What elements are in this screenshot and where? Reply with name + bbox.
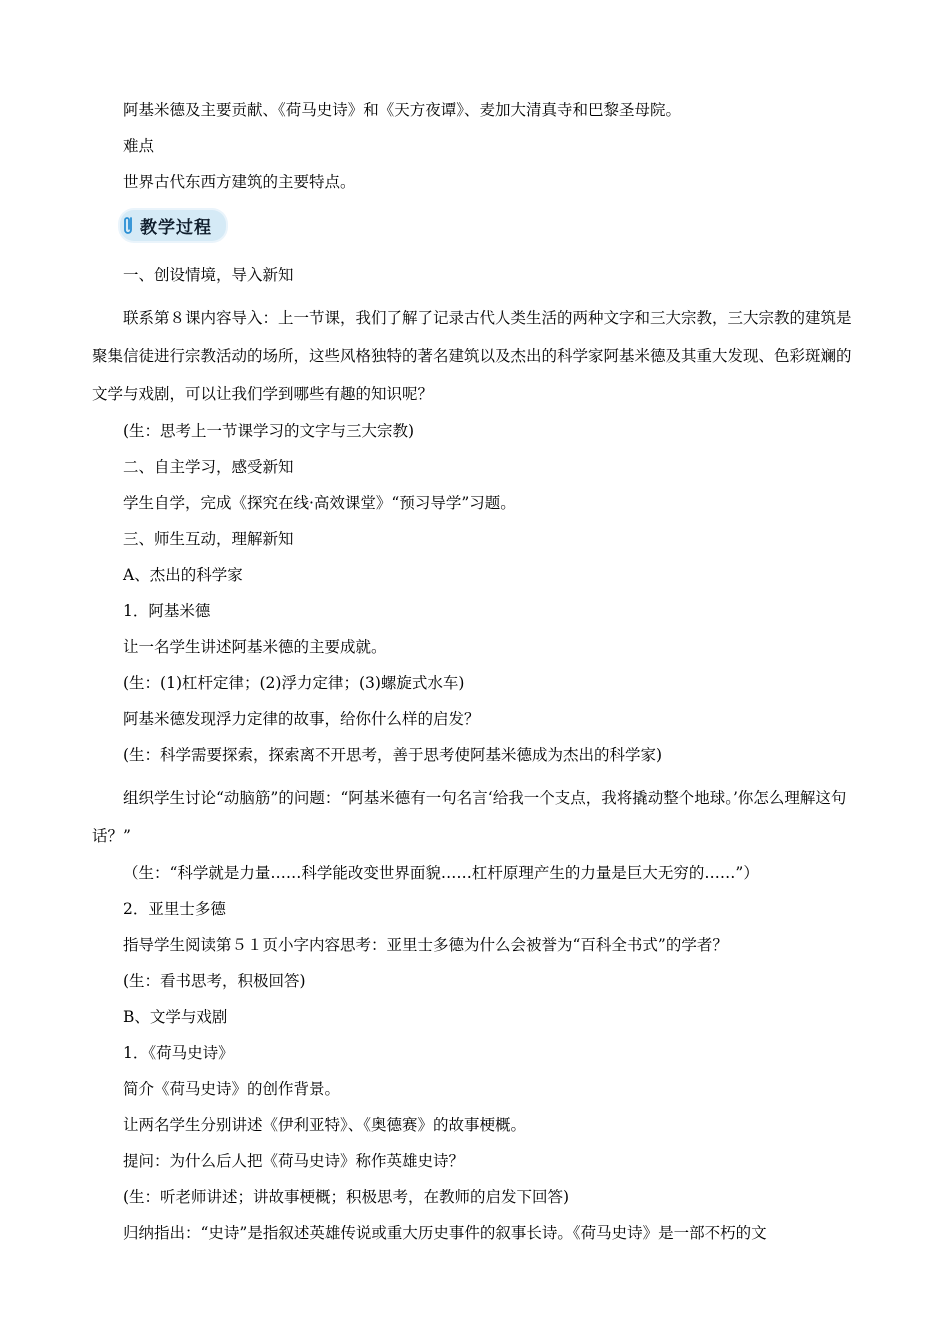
student-response-5: (生：看书思考，积极回答) <box>123 972 306 990</box>
paperclip-icon <box>122 214 136 236</box>
intro-paragraph: 联系第８课内容导入：上一节课，我们了解了记录古代人类生活的两种文字和三大宗教，三大宗教的建筑是聚集信徒进行宗教活动的场所，这些风格独特的著名建筑以及杰出的科学家阿基米德及其重大发现、色彩斑斓的文学与戏剧，可以让我们学到哪些有趣的知识呢？ <box>92 309 852 403</box>
section-heading-badge <box>120 210 226 241</box>
item-aristotle: 2．亚里士多德 <box>123 900 226 918</box>
homer-intro: 简介《荷马史诗》的创作背景。 <box>123 1080 341 1098</box>
archimedes-question: 阿基米德发现浮力定律的故事，给你什么样的启发？ <box>123 710 480 728</box>
subsection-a: A、杰出的科学家 <box>123 566 243 584</box>
section-heading: 教学过程 <box>140 218 212 238</box>
document-body <box>92 98 862 1245</box>
item-archimedes: 1．阿基米德 <box>123 602 211 620</box>
student-response-3: (生：科学需要探索，探索离不开思考，善于思考使阿基米德成为杰出的科学家) <box>123 746 663 764</box>
subsection-b: B、文学与戏剧 <box>123 1008 228 1026</box>
student-response-6: (生：听老师讲述；讲故事梗概；积极思考，在教师的启发下回答) <box>123 1188 570 1206</box>
step-heading-3: 三、师生互动，理解新知 <box>123 530 294 548</box>
student-response-2: (生：(1)杠杆定律；(2)浮力定律；(3)螺旋式水车) <box>123 674 465 692</box>
step-heading-2: 二、自主学习，感受新知 <box>123 458 294 476</box>
item-homer: 1．《荷马史诗》 <box>123 1044 234 1062</box>
aristotle-task: 指导学生阅读第５１页小字内容思考：亚里士多德为什么会被誉为“百科全书式”的学者？ <box>123 936 728 954</box>
self-study-text: 学生自学，完成《探究在线·高效课堂》“预习导学”习题。 <box>123 494 516 512</box>
difficulty-label: 难点 <box>123 137 155 155</box>
difficulty-text: 世界古代东西方建筑的主要特点。 <box>123 173 356 191</box>
summary-paragraph: 归纳指出：“史诗”是指叙述英雄传说或重大历史事件的叙事长诗。《荷马史诗》是一部不朽的文 <box>123 1224 767 1242</box>
homer-task: 让两名学生分别讲述《伊利亚特》、《奥德赛》的故事梗概。 <box>123 1116 527 1134</box>
homer-question: 提问：为什么后人把《荷马史诗》称作英雄史诗？ <box>123 1152 465 1170</box>
archimedes-task: 让一名学生讲述阿基米德的主要成就。 <box>123 638 387 656</box>
key-points-text: 阿基米德及主要贡献、《荷马史诗》和《天方夜谭》、麦加大清真寺和巴黎圣母院。 <box>123 101 682 119</box>
student-response-4: （生：“科学就是力量……科学能改变世界面貌……杠杆原理产生的力量是巨大无穷的……”） <box>123 864 759 882</box>
student-response-1: (生：思考上一节课学习的文字与三大宗教) <box>123 422 415 440</box>
step-heading-1: 一、创设情境，导入新知 <box>123 266 294 284</box>
discussion-paragraph: 组织学生讨论“动脑筋”的问题：“阿基米德有一句名言‘给我一个支点，我将撬动整个地球。’你怎么理解这句话？” <box>92 789 847 845</box>
